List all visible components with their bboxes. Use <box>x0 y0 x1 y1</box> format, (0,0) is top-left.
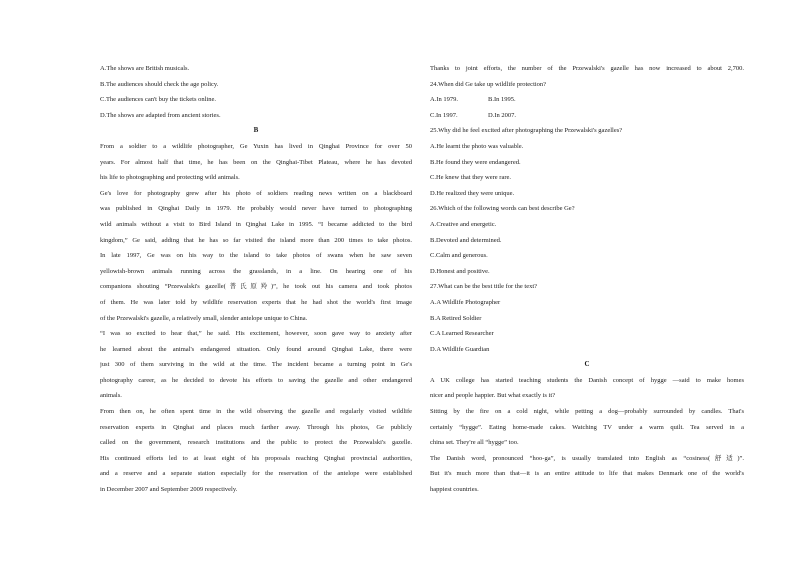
option-line: D.A Wildlife Guardian <box>430 345 490 353</box>
passage-line: and a reserve and a separate station especially for the reservation of the antelope were established <box>100 470 412 478</box>
question-24-options-row <box>430 108 744 124</box>
option-line: D.Honest and positive. <box>430 267 490 275</box>
option-line: A.Creative and energetic. <box>430 220 497 228</box>
option-line: A.The shows are British musicals. <box>100 65 190 72</box>
passage-line: His continued efforts led to at least eight of his proposals reaching Qinghai provincial authorities, <box>100 454 412 462</box>
passage-line: was published in Qinghai Daily in 1979. He probably would never have turned to photographing <box>100 205 412 213</box>
passage-line: called on the government, research institutions and the public to protect the Przewalski's gazelle. <box>100 439 412 447</box>
option-line: B.Devoted and determined. <box>430 236 502 244</box>
option-line: D.The shows are adapted from ancient stories. <box>100 111 221 119</box>
passage-line: kingdom,” Ge said, adding that he has so far visited the island more than 200 times to take photos. <box>100 236 412 244</box>
passage-line: In late 1997, Ge was on his way to the island to take photos of swans when he saw seven <box>100 252 412 260</box>
passage-line: his life to photographing and protecting wild animals. <box>100 174 240 182</box>
option-a: A.In 1979. <box>430 96 458 104</box>
passage-line: certainly “hygge”. Eating home-made cakes. Watching TV under a warm quilt. Tea served in a <box>430 423 744 431</box>
left-column <box>100 61 412 498</box>
section-b-heading: B <box>253 126 259 135</box>
passage-line: But it's much more than that—it is an entire attitude to life that makes Denmark one of the world's <box>430 470 744 478</box>
passage-line: Thanks to joint efforts, the number of the Przewalski's gazelle has now increased to about 2,700. <box>430 65 744 72</box>
passage-line: Sitting by the fire on a cold night, while petting a dog—probably surrounded by candles. That's <box>430 408 744 416</box>
passage-line: of them. He was later told by wildlife reservation experts that he had shot the world's first image <box>100 298 412 306</box>
right-column <box>430 61 744 498</box>
passage-line: photography career, as he decided to devote his efforts to saving the gazelle and other endangered <box>100 376 412 384</box>
passage-line: companions shouting “Przewalski's gazelle(普氏原羚)”, he took out his camera and took photos <box>100 283 412 291</box>
passage-line: Ge's love for photography grew after his photo of soldiers reading news written on a blackboard <box>100 189 412 197</box>
section-c-heading: C <box>584 360 590 369</box>
option-b: B.In 1995. <box>488 96 516 104</box>
option-line: A.A Wildlife Photographer <box>430 298 501 306</box>
option-line: B.He found they were endangered. <box>430 158 521 166</box>
passage-line: A UK college has started teaching students the Danish concept of hygge —said to make homes <box>430 376 744 384</box>
passage-line: “I was so excited to hear that,” he said. His excitement, however, soon gave way to anxiety after <box>100 330 412 338</box>
passage-line: The Danish word, pronounced “hoo-ga”, is usually translated into English as “cosiness(舒适)”. <box>430 454 744 462</box>
question-26: 26.Which of the following words can best describe Ge? <box>430 205 575 213</box>
passage-line: of the Przewalski's gazelle, a relatively small, slender antelope unique to China. <box>100 314 308 322</box>
passage-line: happiest countries. <box>430 486 479 494</box>
option-line: C.He knew that they were rare. <box>430 174 512 182</box>
passage-line: in December 2007 and September 2009 respectively. <box>100 486 238 494</box>
passage-line: nicer and people happier. But what exactly is it? <box>430 392 556 400</box>
option-line: C.Calm and generous. <box>430 252 488 260</box>
question-27: 27.What can be the best title for the text? <box>430 283 538 291</box>
option-d: D.In 2007. <box>488 111 516 119</box>
passage-line: wild animals without a visit to Bird Island in Qinghai Lake in 1995. “I became addicted to the bird <box>100 220 412 228</box>
passage-line: From then on, he often spent time in the wild observing the gazelle and regularly visited wildlife <box>100 408 412 416</box>
passage-line: reservation experts in Qinghai and places much farther away. Through his photos, Ge publicly <box>100 423 412 431</box>
question-25: 25.Why did he feel excited after photographing the Przewalski's gazelles? <box>430 127 623 135</box>
passage-line: years. For almost half that time, he has been on the Qinghai-Tibet Plateau, where he has devoted <box>100 158 412 166</box>
option-line: A.He learnt the photo was valuable. <box>430 142 524 150</box>
question-24: 24.When did Ge take up wildlife protection? <box>430 80 547 88</box>
passage-line: china set. They're all “hygge” too. <box>430 439 519 447</box>
option-line: C.The audiences can't buy the tickets online. <box>100 96 216 104</box>
option-line: D.He realized they were unique. <box>430 189 515 197</box>
passage-line: he learned about the animal's endangered situation. Only found around Qinghai Lake, there were <box>100 345 412 353</box>
passage-line: yellowish-brown animals running across the grasslands, in a line. On hearing one of his <box>100 267 412 275</box>
passage-line: animals. <box>100 392 122 400</box>
option-line: C.A Learned Researcher <box>430 330 494 338</box>
passage-line: From a soldier to a wildlife photographer, Ge Yuxin has lived in Qinghai Province for over 50 <box>100 142 412 150</box>
passage-line: just 300 of them surviving in the wild at the time. The incident became a turning point in Ge's <box>100 361 412 369</box>
question-24-options-row <box>430 92 744 108</box>
option-line: B.A Retired Soldier <box>430 314 482 322</box>
option-c: C.In 1997. <box>430 111 458 119</box>
option-line: B.The audiences should check the age policy. <box>100 80 219 88</box>
